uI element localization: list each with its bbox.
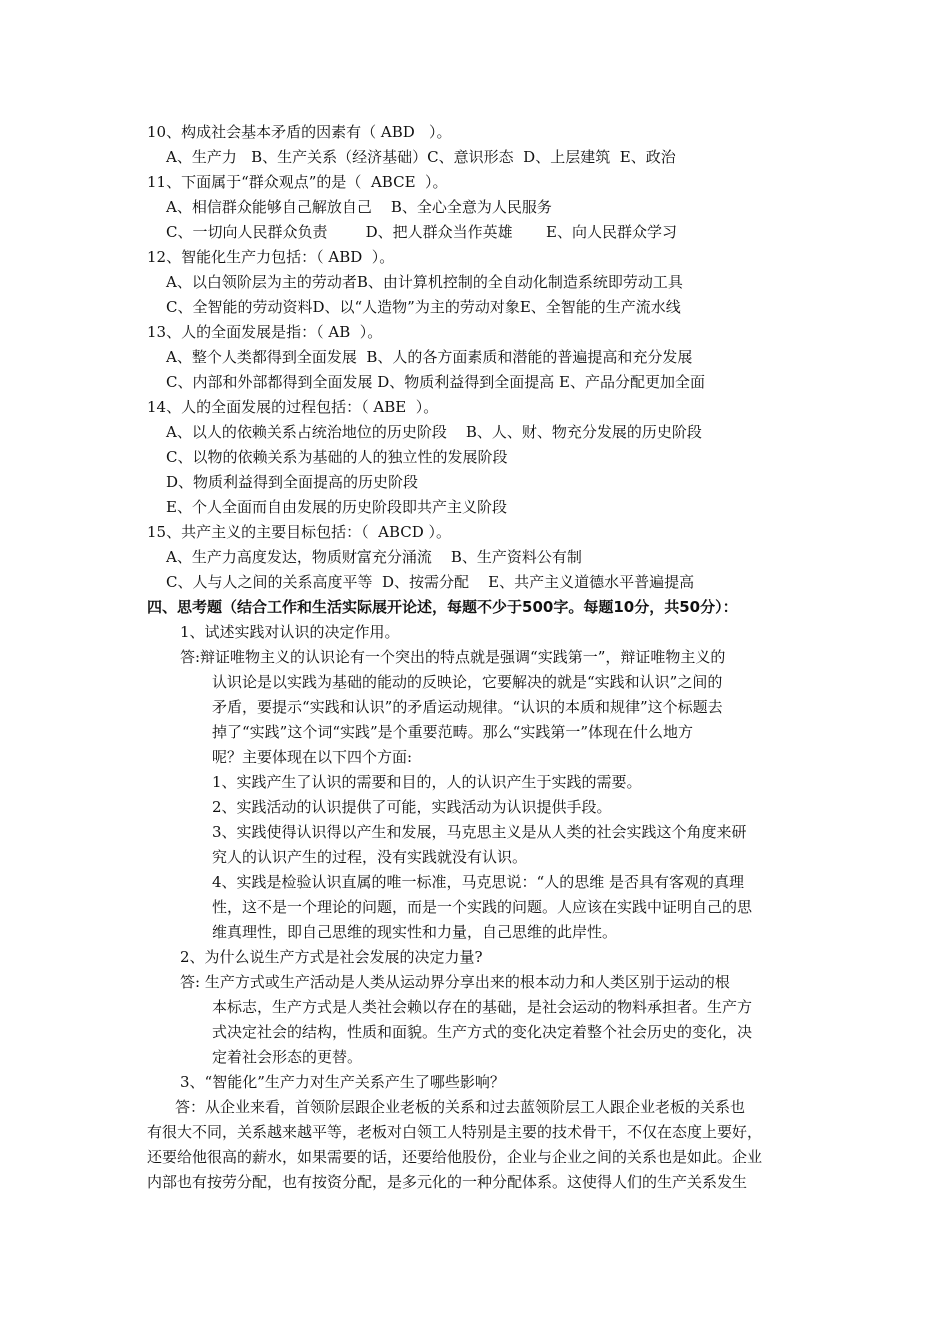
essay-1-line: 认识论是以实践为基础的能动的反映论，它要解决的就是“实践和认识”之间的 <box>212 673 723 691</box>
question-12-stem: 12、智能化生产力包括：（ ABD ）。 <box>147 248 395 266</box>
question-13-options-1: A、整个人类都得到全面发展 B、人的各方面素质和潜能的普遍提高和充分发展 <box>166 348 693 366</box>
question-11-options-1: A、相信群众能够自己解放自己 B、全心全意为人民服务 <box>166 198 552 216</box>
question-15-options-2: C、人与人之间的关系高度平等 D、按需分配 E、共产主义道德水平普遍提高 <box>166 573 695 591</box>
question-13-stem: 13、人的全面发展是指：（ AB ）。 <box>147 323 383 341</box>
question-14-options-1: A、以人的依赖关系占统治地位的历史阶段 B、人、财、物充分发展的历史阶段 <box>166 423 702 441</box>
question-14-options-2: C、以物的依赖关系为基础的人的独立性的发展阶段 <box>166 448 508 466</box>
essay-3-line: 答：从企业来看，首领阶层跟企业老板的关系和过去蓝领阶层工人跟企业老板的关系也 <box>175 1098 746 1116</box>
essay-3-line: 还要给他很高的薪水，如果需要的话，还要给他股份，企业与企业之间的关系也是如此。企业 <box>147 1148 763 1166</box>
question-15-stem: 15、共产主义的主要目标包括：（ ABCD ）。 <box>147 523 452 541</box>
question-14-options-4: E、个人全面而自由发展的历史阶段即共产主义阶段 <box>166 498 507 516</box>
essay-1-line: 2、实践活动的认识提供了可能，实践活动为认识提供手段。 <box>212 798 612 816</box>
essay-2-line: 定着社会形态的更替。 <box>212 1048 363 1066</box>
essay-1-line: 3、实践使得认识得以产生和发展，马克思主义是从人类的社会实践这个角度来研 <box>212 823 747 841</box>
essay-3-title: 3、“智能化”生产力对生产关系产生了哪些影响？ <box>180 1073 505 1091</box>
essay-2-line: 式决定社会的结构，性质和面貌。生产方式的变化决定着整个社会历史的变化，决 <box>212 1023 753 1041</box>
essay-1-line: 性，这不是一个理论的问题，而是一个实践的问题。人应该在实践中证明自己的思 <box>212 898 753 916</box>
essay-1-line: 答:辩证唯物主义的认识论有一个突出的特点就是强调“实践第一”，辩证唯物主义的 <box>180 648 726 666</box>
essay-1-line: 1、实践产生了认识的需要和目的，人的认识产生于实践的需要。 <box>212 773 642 791</box>
question-12-options-2: C、全智能的劳动资料D、以“人造物”为主的劳动对象E、全智能的生产流水线 <box>166 298 681 316</box>
question-10-stem: 10、构成社会基本矛盾的因素有（ ABD ）。 <box>147 123 452 141</box>
essay-1-title: 1、试述实践对认识的决定作用。 <box>180 623 400 641</box>
question-12-options-1: A、以白领阶层为主的劳动者B、由计算机控制的全自动化制造系统即劳动工具 <box>166 273 683 291</box>
essay-1-line: 呢？主要体现在以下四个方面: <box>212 748 413 766</box>
essay-2-title: 2、为什么说生产方式是社会发展的决定力量? <box>180 948 483 966</box>
question-13-options-2: C、内部和外部都得到全面发展 D、物质利益得到全面提高 E、产品分配更加全面 <box>166 373 705 391</box>
section-4-heading: 四、思考题（结合工作和生活实际展开论述，每题不少于500字。每题10分，共50分）： <box>147 598 738 616</box>
question-11-stem: 11、下面属于“群众观点”的是（ ABCE ）。 <box>147 173 448 191</box>
question-10-options: A、生产力 B、生产关系（经济基础）C、意识形态 D、上层建筑 E、政治 <box>166 148 676 166</box>
essay-1-line: 维真理性，即自己思维的现实性和力量，自己思维的此岸性。 <box>212 923 618 941</box>
essay-3-line: 内部也有按劳分配，也有按资分配，是多元化的一种分配体系。这使得人们的生产关系发生 <box>147 1173 748 1191</box>
essay-2-line: 本标志，生产方式是人类社会赖以存在的基础，是社会运动的物料承担者。生产方 <box>212 998 753 1016</box>
question-14-options-3: D、物质利益得到全面提高的历史阶段 <box>166 473 419 491</box>
essay-1-line: 矛盾，要提示“实践和认识”的矛盾运动规律。“认识的本质和规律”这个标题去 <box>212 698 723 716</box>
essay-1-line: 4、实践是检验认识直属的唯一标准，马克思说：“人的思维 是否具有客观的真理 <box>212 873 744 891</box>
question-15-options-1: A、生产力高度发达，物质财富充分涌流 B、生产资料公有制 <box>166 548 582 566</box>
essay-1-line: 究人的认识产生的过程，没有实践就没有认识。 <box>212 848 528 866</box>
essay-1-line: 掉了“实践”这个词“实践”是个重要范畴。那么“实践第一”体现在什么地方 <box>212 723 694 741</box>
essay-2-line: 答: 生产方式或生产活动是人类从运动界分享出来的根本动力和人类区别于运动的根 <box>180 973 730 991</box>
question-11-options-2: C、一切向人民群众负责 D、把人群众当作英雄 E、向人民群众学习 <box>166 223 677 241</box>
question-14-stem: 14、人的全面发展的过程包括：（ ABE ）。 <box>147 398 439 416</box>
essay-3-line: 有很大不同，关系越来越平等，老板对白领工人特别是主要的技术骨干，不仅在态度上要好， <box>147 1123 763 1141</box>
